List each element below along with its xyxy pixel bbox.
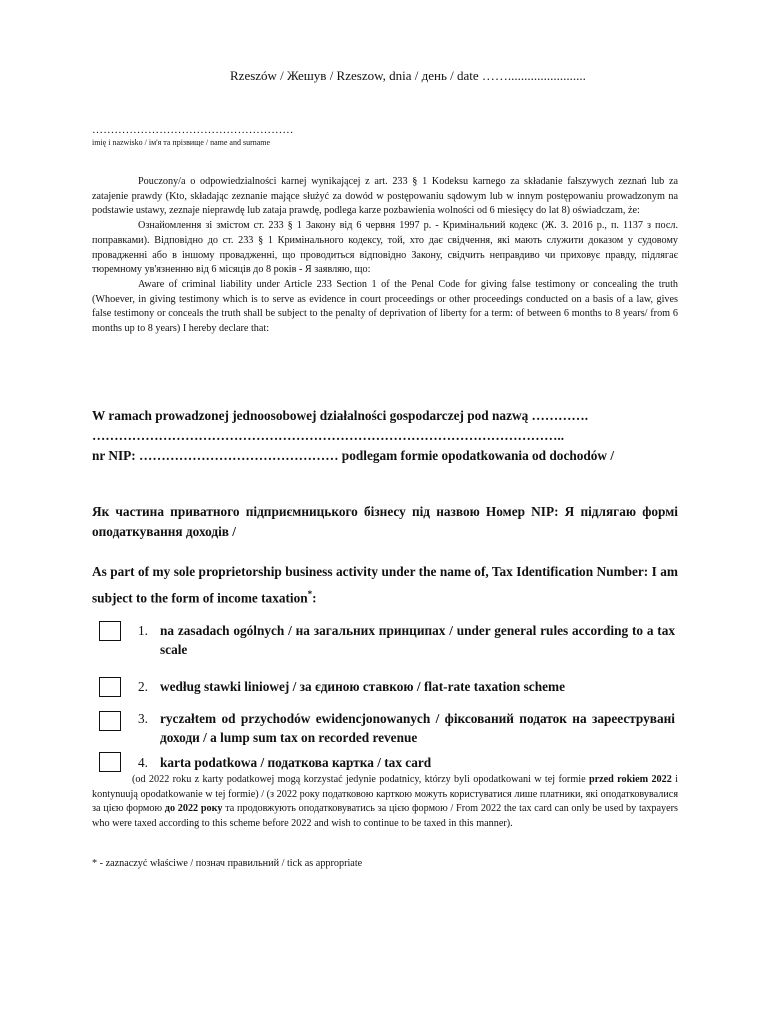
business-name-line: W ramach prowadzonej jednoosobowej działalności gospodarczej pod nazwą …………. — [92, 408, 589, 423]
declaration-en: Aware of criminal liability under Article 233 Section 1 of the Penal Code for giving false testimony or concealing the truth (Whoever, in giving testimony which is to serve as evidence in court proceedings or other proceedings conducted on a basis of a law, gives false testimony or conceals the truth shall be subject to the penalty of deprivation of liberty for a term: of between 6 months to 8 years/ from 6 months up to 8 years) I hereby declare that: — [92, 278, 678, 335]
declaration-block — [92, 175, 678, 337]
option-4-label: karta podatkowa / податкова картка / tax card — [160, 755, 432, 770]
option-3 — [138, 709, 678, 747]
footnote: * - zaznaczyć właściwe / познач правильний / tick as appropriate — [92, 858, 363, 869]
option-2 — [138, 677, 678, 696]
business-statement-en-text: As part of my sole proprietorship business activity under the name of, Tax Identification Number: I am subject to the form of income taxation — [92, 564, 678, 606]
date-line: Rzeszów / Жешув / Rzeszow, dnia / день / date ……........................ — [230, 68, 586, 83]
business-statement-pl — [92, 406, 678, 466]
option-1-label: na zasadach ogólnych / на загальних принципах / under general rules according to a tax scale — [160, 623, 675, 657]
checkbox-option-2[interactable] — [99, 677, 121, 697]
option-3-number: 3. — [138, 711, 148, 726]
option-2-number: 2. — [138, 679, 148, 694]
business-statement-uk: Як частина приватного підприємницького бізнесу під назвою Номер NIP: Я підлягаю формі оподаткування доходів / — [92, 504, 678, 539]
name-field-line[interactable]: ……………………………………………… — [92, 124, 294, 136]
option-4 — [138, 753, 678, 772]
declaration-uk: Ознайомлення зі змістом ст. 233 § 1 Закону від 6 червня 1997 р. - Кримінальний кодекс (Ж. З. 2016 р., п. 1137 з посл. поправками). Відповідно до ст. 233 § 1 Кримінального кодексу, той, хто дає свідчення, які мають служити доказом у судовому провадженні або в іншому провадженні, що проводиться відповідно Закону, свідчить неправдиво чи приховує правду, підлягає тюремному ув'язненню від 6 місяців до 8 років - Я заявляю, що: — [92, 220, 678, 276]
option-2-label: według stawki liniowej / за єдиною ставкою / flat-rate taxation scheme — [160, 679, 565, 694]
checkbox-option-3[interactable] — [99, 711, 121, 731]
tax-card-note — [92, 773, 678, 831]
name-field-caption: imię i nazwisko / ім'я та прізвище / name and surname — [92, 138, 271, 147]
nip-line: nr NIP: ……………………………………… podlegam formie opodatkowania od dochodów / — [92, 448, 615, 463]
option-4-number: 4. — [138, 755, 148, 770]
note-bold-before-2022: przed rokiem 2022 — [588, 774, 672, 785]
note-bold-until-2022: до 2022 року — [164, 803, 223, 814]
option-1-number: 1. — [138, 623, 148, 638]
declaration-pl: Pouczony/a o odpowiedzialności karnej wynikającej z art. 233 § 1 Kodeksu karnego za składanie fałszywych zeznań lub za zatajenie prawdy (Kto, składając zeznanie mające służyć za dowód w postępowaniu sądowym lub w innym postępowaniu prowadzonym na podstawie ustawy, zeznaje nieprawdę lub zataja prawdę, podlega karze pozbawienia wolności od 6 miesięcy do lat 8) oświadczam, że: — [92, 176, 678, 217]
footnote-marker: * — [307, 589, 313, 599]
business-statement-en — [92, 561, 678, 609]
business-statement-en-colon: : — [312, 590, 317, 606]
note-part-e: та продовжують оподатковуватись за цією формою / From 2022 the tax card can only be used by taxpayers who were taxed according to this scheme before 2022 and wish to continue to be taxed in this manner). — [92, 803, 678, 829]
option-3-label: ryczałtem od przychodów ewidencjonowanych / фіксований податок на зарееструвані доходи / a lump sum tax on recorded revenue — [160, 711, 675, 745]
business-name-dots[interactable]: …………………………………………………………………………………………….. — [92, 428, 565, 443]
note-part-c: i kontynuują opodatkowanie w tej formie) / (з 2022 року податковою карткою можуть користуватися лише платники, які оподатковувалися за цією формою — [92, 774, 678, 814]
checkbox-option-4[interactable] — [99, 752, 121, 772]
note-part-a: (od 2022 roku z karty podatkowej mogą korzystać jedynie podatnicy, którzy byli opodatkowani w tej formie — [132, 774, 589, 785]
option-1 — [138, 621, 678, 659]
checkbox-option-1[interactable] — [99, 621, 121, 641]
